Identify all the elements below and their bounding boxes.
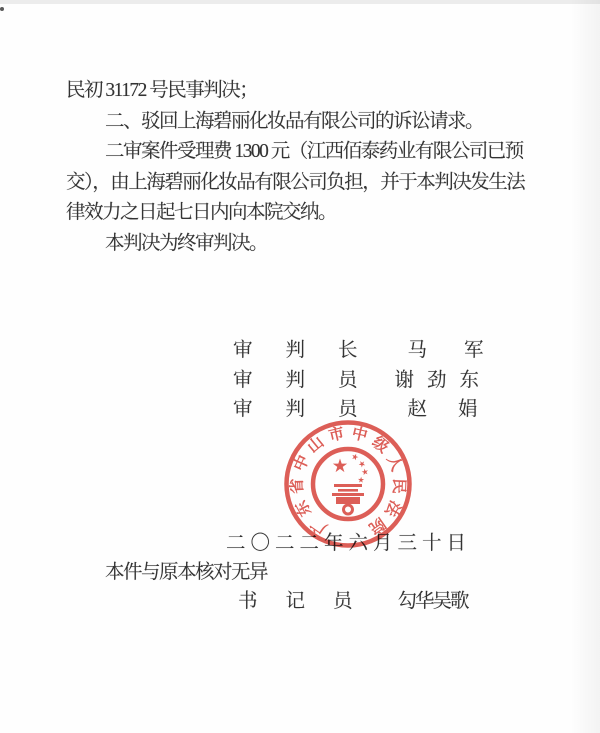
judgment-body-line: 律效力之日起七日内向本院交纳。: [66, 202, 337, 224]
emblem-star-icon: [333, 459, 347, 473]
national-emblem-icon: [313, 449, 383, 519]
svg-text:院: 院: [365, 513, 389, 537]
judgment-body-line: 本判决为终审判决。: [105, 232, 268, 254]
verification-note: 本件与原本核对无异: [105, 562, 268, 583]
scan-corner-mark: [0, 7, 4, 11]
emblem-star-icon: [358, 459, 367, 468]
svg-text:法: 法: [381, 497, 404, 520]
court-seal: [268, 404, 428, 564]
svg-text:民: 民: [389, 477, 408, 495]
judgment-body-line: 交），由上海碧丽化妆品有限公司负担，并于本判决发生法: [66, 171, 525, 193]
judge-role: 审判员: [233, 369, 391, 391]
judgment-body-line: 民初 31172 号民事判决；: [66, 80, 258, 101]
judgment-body-line: 二、驳回上海碧丽化妆品有限公司的诉讼请求。: [105, 110, 484, 132]
emblem-star-icon: [361, 467, 370, 476]
emblem-star-icon: [358, 476, 365, 483]
judge-name: 谢劲东: [394, 369, 493, 391]
svg-text:级: 级: [368, 433, 392, 457]
svg-text:广: 广: [307, 513, 331, 537]
svg-text:山: 山: [304, 433, 328, 457]
judge-role: 审判长: [233, 340, 391, 361]
judge-role: 审判员: [233, 399, 391, 420]
judgment-date: 二〇二二年六月三十日: [226, 533, 472, 554]
svg-text:中: 中: [350, 424, 370, 445]
svg-text:省: 省: [288, 477, 307, 495]
judge-name: 马军: [407, 340, 521, 361]
clerk-signature-row: [238, 585, 468, 613]
scan-right-edge-shadow: [570, 0, 600, 733]
judge-name: 赵娟: [407, 399, 509, 420]
scan-top-edge: [0, 0, 600, 4]
judgment-body: [66, 76, 536, 260]
emblem-gear: [344, 505, 353, 514]
judge-signature-row: [233, 366, 521, 396]
emblem-star-icon: [351, 453, 359, 461]
svg-text:人: 人: [383, 452, 406, 474]
judgment-body-line: 二审案件受理费 1300 元（江西佰泰药业有限公司已预: [105, 141, 523, 163]
svg-text:市: 市: [326, 424, 346, 445]
emblem-gate: [332, 484, 364, 504]
svg-text:中: 中: [290, 452, 313, 474]
judge-signature-row: [233, 336, 521, 366]
clerk-role: 书记员: [238, 591, 381, 612]
svg-text:东: 东: [292, 497, 315, 520]
clerk-name: 勾华吴歌: [397, 591, 468, 612]
